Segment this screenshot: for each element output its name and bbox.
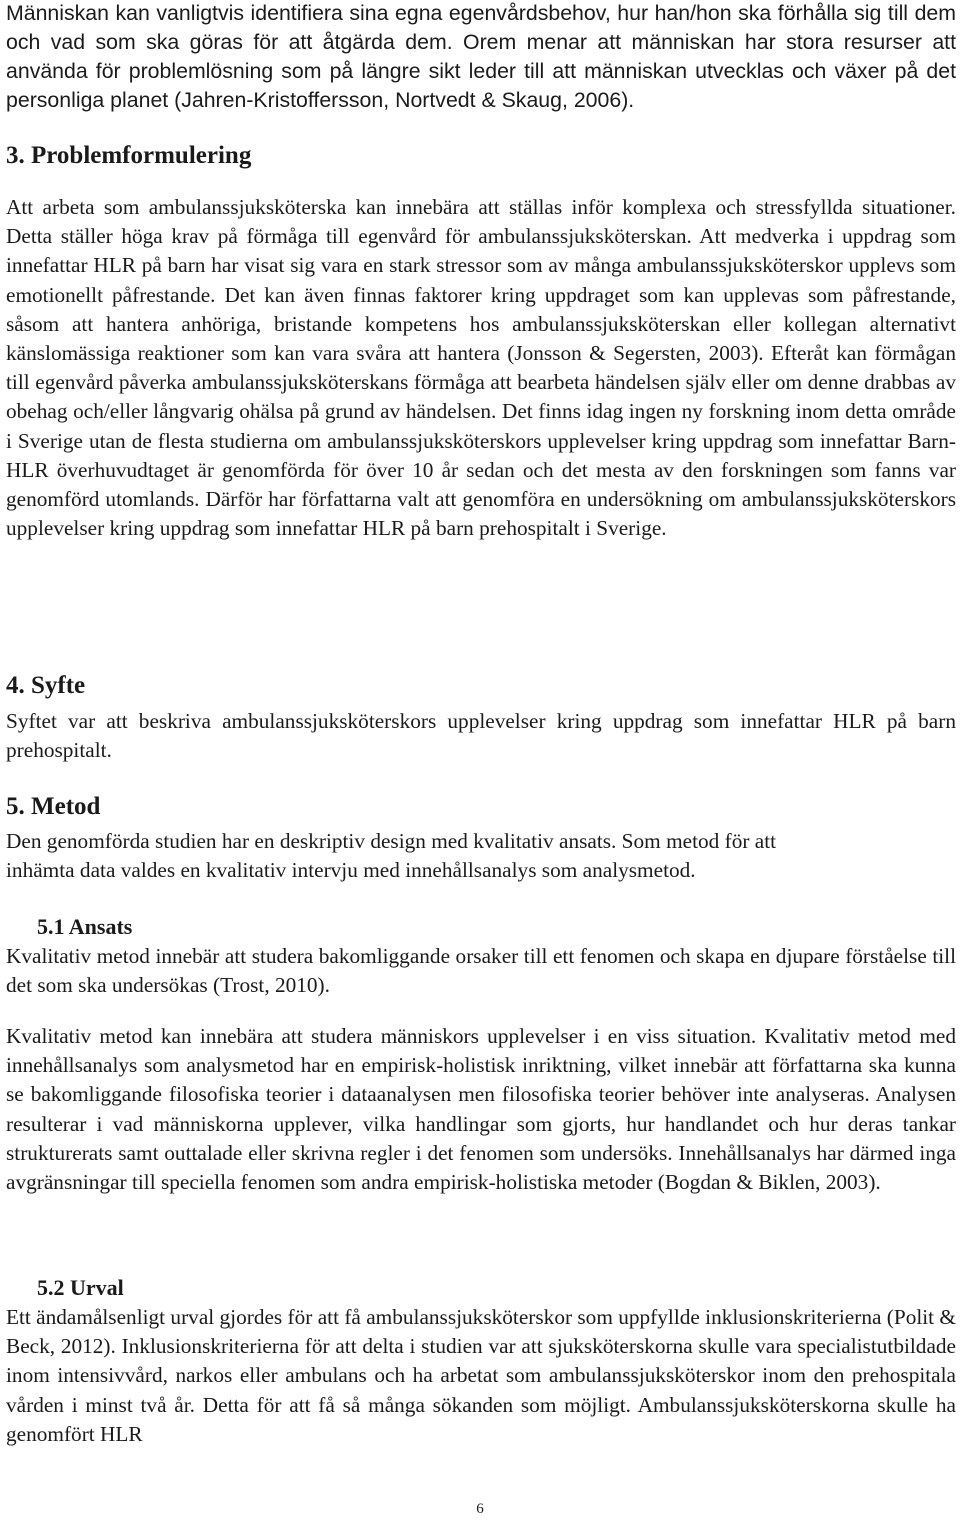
- heading-urval: 5.2 Urval: [37, 1275, 124, 1300]
- heading-metod: 5. Metod: [6, 793, 101, 820]
- metod-line-1: Den genomförda studien har en deskriptiv design med kvalitativ ansats. Som metod för att: [6, 829, 777, 853]
- urval-paragraph: Ett ändamålsenligt urval gjordes för att få ambulanssjuksköterskor som uppfyllde inklusionskriterierna (Polit & Beck, 2012). Inklusionskriterierna för att delta i studien var att sjuksköterskorna skulle vara specialistutbildade inom intensivvård, narkos eller ambulans och ha arbetat som ambulanssjuksköterskor inom den prehospitala vården i minst två år. Detta för att få så många sökanden som möjligt. Ambulanssjuksköterskorna skulle ha genomfört HLR: [6, 1305, 956, 1446]
- heading-problemformulering: 3. Problemformulering: [6, 142, 252, 169]
- metod-paragraph: [6, 827, 956, 885]
- metod-line-2: inhämta data valdes en kvalitativ intervju med innehållsanalys som analysmetod.: [6, 858, 696, 882]
- syfte-paragraph: Syftet var att beskriva ambulanssjuksköterskors upplevelser kring uppdrag som innefattar HLR på barn prehospitalt.: [6, 709, 956, 762]
- ansats-paragraph-2: Kvalitativ metod kan innebära att studera människors upplevelser i en viss situation. Kvalitativ metod med innehållsanalys som analysmetod har en empirisk-holistisk inriktning, vilket innebär att författarna ska kunna se bakomliggande filosofiska teorier i dataanalysen men filosofiska teorier behöver inte analyseras. Analysen resulterar i vad människorna upplever, vilka handlingar som gjorts, hur handlandet och hur deras tankar strukturerats samt outtalade eller skrivna regler i det fenomen som undersöks. Innehållsanalys har därmed inga avgränsningar till speciella fenomen som andra empirisk-holistiska metoder (Bogdan & Biklen, 2003).: [6, 1024, 956, 1195]
- heading-ansats: 5.1 Ansats: [37, 914, 133, 939]
- page-number: 6: [476, 1501, 484, 1517]
- ansats-paragraph-1: Kvalitativ metod innebär att studera bakomliggande orsaker till ett fenomen och skapa en djupare förståelse till det som ska undersökas (Trost, 2010).: [6, 944, 956, 997]
- problemformulering-paragraph: Att arbeta som ambulanssjuksköterska kan innebära att ställas inför komplexa och stressfyllda situationer. Detta ställer höga krav på förmåga till egenvård för ambulanssjuksköterskan. Att medverka i uppdrag som innefattar HLR på barn har visat sig vara en stark stressor som av många ambulanssjuksköterskor upplevs som emotionellt påfrestande. Det kan även finnas faktorer kring uppdraget som kan upplevas som påfrestande, såsom att hantera anhöriga, bristande kompetens hos ambulanssjuksköterskan eller kollegan alternativt känslomässiga reaktioner som kan vara svåra att hantera (Jonsson & Segersten, 2003). Efteråt kan förmågan till egenvård påverka ambulanssjuksköterskans förmåga att bearbeta händelsen själv eller om denne drabbas av obehag och/eller långvarig ohälsa på grund av händelsen. Det finns idag ingen ny forskning inom detta område i Sverige utan de flesta studierna om ambulanssjuksköterskors upplevelser kring uppdrag som innefattar Barn-HLR överhuvudtaget är genomförda för över 10 år sedan och det mesta av den forskningen som fanns var genomförd utomlands. Därför har författarna valt att genomföra en undersökning om ambulanssjuksköterskors upplevelser kring uppdrag som innefattar HLR på barn prehospitalt i Sverige.: [6, 195, 956, 541]
- heading-syfte: 4. Syfte: [6, 672, 86, 699]
- intro-paragraph: Människan kan vanligtvis identifiera sina egna egenvårdsbehov, hur han/hon ska förhålla sig till dem och vad som ska göras för att åtgärda dem. Orem menar att människan har stora resurser att använda för problemlösning som på längre sikt leder till att människan utvecklas och växer på det personliga planet (Jahren-Kristoffersson, Nortvedt & Skaug, 2006).: [6, 1, 956, 112]
